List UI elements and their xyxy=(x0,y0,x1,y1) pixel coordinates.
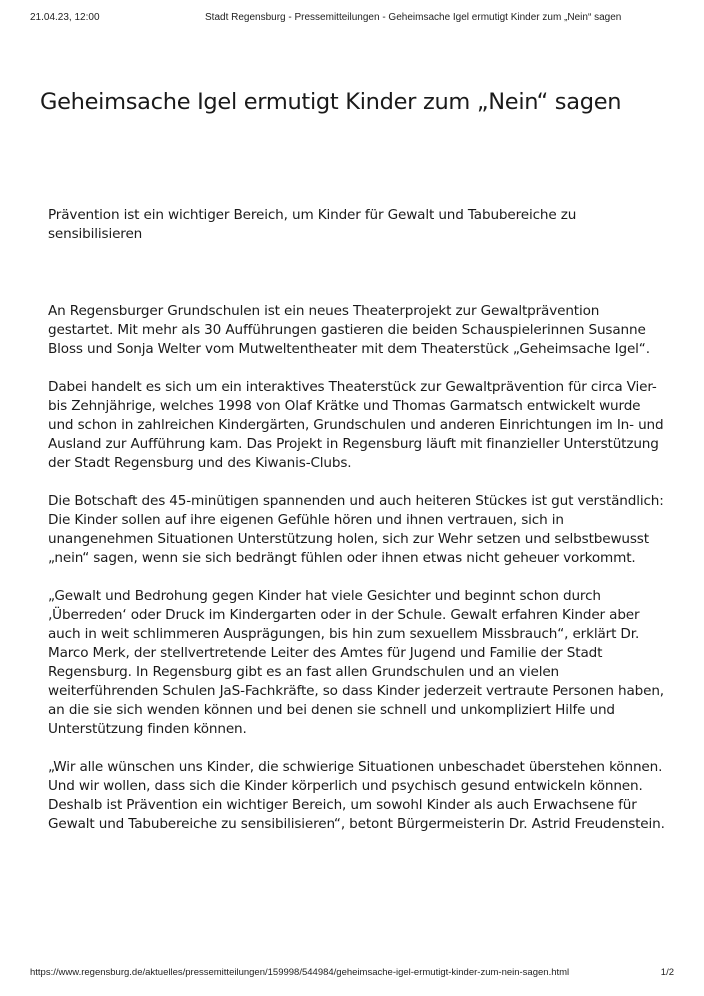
article-body xyxy=(48,206,666,853)
article-paragraph: Dabei handelt es sich um ein interaktives Theaterstück zur Gewaltprävention für circa Vier- bis Zehnjährige, welches 1998 von Olaf Krätke und Thomas Garmatsch entwickelt wurde und schon in zahlreichen Kindergärten, Grundschulen und anderen Einrichtungen im In- und Ausland zur Aufführung kam. Das Projekt in Regensburg läuft mit finanzieller Unterstützung der Stadt Regensburg und des Kiwanis-Clubs. xyxy=(48,379,664,471)
article-paragraph: „Gewalt und Bedrohung gegen Kinder hat viele Gesichter und beginnt schon durch ‚Überreden‘ oder Druck im Kindergarten oder in der Schule. Gewalt erfahren Kinder aber auch in weit schlimmeren Ausprägungen, bis hin zum sexuellem Missbrauch“, erklärt Dr. Marco Merk, der stellvertretende Leiter des Amtes für Jugend und Familie der Stadt Regensburg. In Regensburg gibt es an fast allen Grundschulen und an vielen weiterführenden Schulen JaS-Fachkräfte, so dass Kinder jederzeit vertraute Personen haben, an die sie sich wenden können und bei denen sie schnell und unkompliziert Hilfe und Unterstützung finden können. xyxy=(48,588,664,737)
article-paragraph: „Wir alle wünschen uns Kinder, die schwierige Situationen unbeschadet überstehen können. Und wir wollen, dass sich die Kinder körperlich und psychisch gesund entwickeln können. Deshalb ist Prävention ein wichtiger Bereich, um sowohl Kinder als auch Erwachsene für Gewalt und Tabubereiche zu sensibilisieren“, betont Bürgermeisterin Dr. Astrid Freudenstein. xyxy=(48,759,665,832)
page-url[interactable]: https://www.regensburg.de/aktuelles/pressemitteilungen/159998/544984/geheimsache-igel-ermutigt-kinder-zum-nein-sagen.html xyxy=(30,967,570,978)
print-footer xyxy=(0,967,704,981)
article-teaser: Prävention ist ein wichtiger Bereich, um Kinder für Gewalt und Tabubereiche zu sensibilisieren xyxy=(48,207,577,242)
article-paragraph: Die Botschaft des 45-minütigen spannenden und auch heiteren Stückes ist gut verständlich: Die Kinder sollen auf ihre eigenen Gefühle hören und ihnen vertrauen, sich in unangenehmen Situationen Unterstützung holen, sich zur Wehr setzen und selbstbewusst „nein“ sagen, wenn sie sich bedrängt fühlen oder ihnen etwas nicht geheuer vorkommt. xyxy=(48,493,664,566)
article-paragraph: An Regensburger Grundschulen ist ein neues Theaterprojekt zur Gewaltprävention gestartet. Mit mehr als 30 Aufführungen gastieren die beiden Schauspielerinnen Susanne Bloss und Sonja Welter vom Mutweltentheater mit dem Theaterstück „Geheimsache Igel“. xyxy=(48,303,650,357)
page-number: 1/2 xyxy=(660,967,674,978)
print-datetime: 21.04.23, 12:00 xyxy=(30,12,100,23)
print-header xyxy=(0,12,704,26)
article-headline: Geheimsache Igel ermutigt Kinder zum „Nein“ sagen xyxy=(40,89,622,115)
print-document-title: Stadt Regensburg - Pressemitteilungen - Geheimsache Igel ermutigt Kinder zum „Nein“ sagen xyxy=(205,12,622,23)
